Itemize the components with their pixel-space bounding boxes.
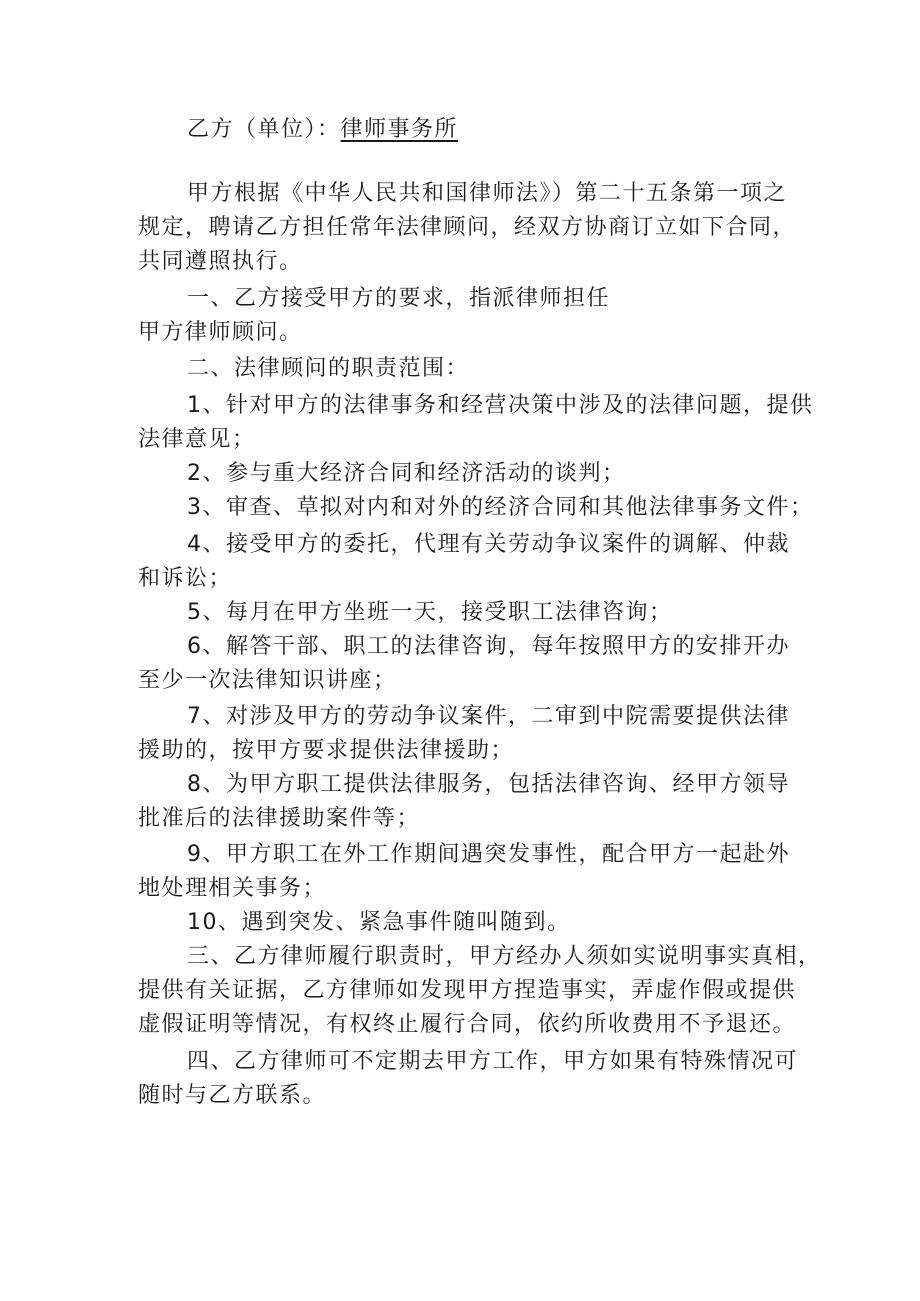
duty-9-line-1: 9、甲方职工在外工作期间遇突发事性，配合甲方一起赴外 bbox=[187, 842, 790, 867]
party-b-label: 乙方（单位）： bbox=[187, 117, 341, 142]
duty-4-line-1: 4、接受甲方的委托，代理有关劳动争议案件的调解、仲裁 bbox=[187, 532, 790, 557]
duty-6-line-2: 至少一次法律知识讲座； bbox=[138, 668, 397, 693]
duty-9-line-2: 地处理相关事务； bbox=[138, 876, 327, 901]
intro-line-3: 共同遵照执行。 bbox=[138, 249, 303, 274]
clause-one-line-2: 甲方律师顾问。 bbox=[138, 320, 303, 345]
duty-8-line-2: 批准后的法律援助案件等； bbox=[138, 806, 421, 831]
party-b-value: 律师事务所 bbox=[340, 117, 459, 142]
duty-4-line-2: 和诉讼； bbox=[138, 566, 233, 591]
duty-8-line-1: 8、为甲方职工提供法律服务，包括法律咨询、经甲方领导 bbox=[187, 772, 790, 797]
clause-one-line-1: 一、乙方接受甲方的要求，指派律师担任 bbox=[187, 286, 611, 311]
duty-7-line-1: 7、对涉及甲方的劳动争议案件，二审到中院需要提供法律 bbox=[187, 704, 790, 729]
clause-four-line-2: 随时与乙方联系。 bbox=[138, 1083, 327, 1108]
clause-three-line-1: 三、乙方律师履行职责时，甲方经办人须如实说明事实真相， bbox=[187, 944, 822, 969]
duty-1-line-2: 法律意见； bbox=[138, 427, 256, 452]
clause-two-title: 二、法律顾问的职责范围： bbox=[187, 356, 470, 381]
intro-line-2: 规定，聘请乙方担任常年法律顾问，经双方协商订立如下合同， bbox=[138, 215, 797, 240]
duty-5: 5、每月在甲方坐班一天，接受职工法律咨询； bbox=[187, 600, 673, 625]
duty-2: 2、参与重大经济合同和经济活动的谈判； bbox=[187, 461, 626, 486]
clause-three-line-2: 提供有关证据，乙方律师如发现甲方捏造事实，弄虚作假或提供 bbox=[138, 978, 797, 1003]
duty-7-line-2: 援助的，按甲方要求提供法律援助； bbox=[138, 738, 515, 763]
duty-10: 10、遇到突发、紧急事件随叫随到。 bbox=[187, 910, 571, 935]
duty-6-line-1: 6、解答干部、职工的法律咨询，每年按照甲方的安排开办 bbox=[187, 634, 790, 659]
duty-1-line-1: 1、针对甲方的法律事务和经营决策中涉及的法律问题，提供 bbox=[187, 393, 814, 418]
clause-three-line-3: 虚假证明等情况，有权终止履行合同，依约所收费用不予退还。 bbox=[138, 1012, 797, 1037]
clause-four-line-1: 四、乙方律师可不定期去甲方工作，甲方如果有特殊情况可 bbox=[187, 1049, 799, 1074]
party-b-line bbox=[187, 113, 458, 147]
duty-3: 3、审查、草拟对内和对外的经济合同和其他法律事务文件； bbox=[187, 495, 814, 520]
intro-line-1: 甲方根据《中华人民共和国律师法》）第二十五条第一项之 bbox=[187, 181, 788, 206]
